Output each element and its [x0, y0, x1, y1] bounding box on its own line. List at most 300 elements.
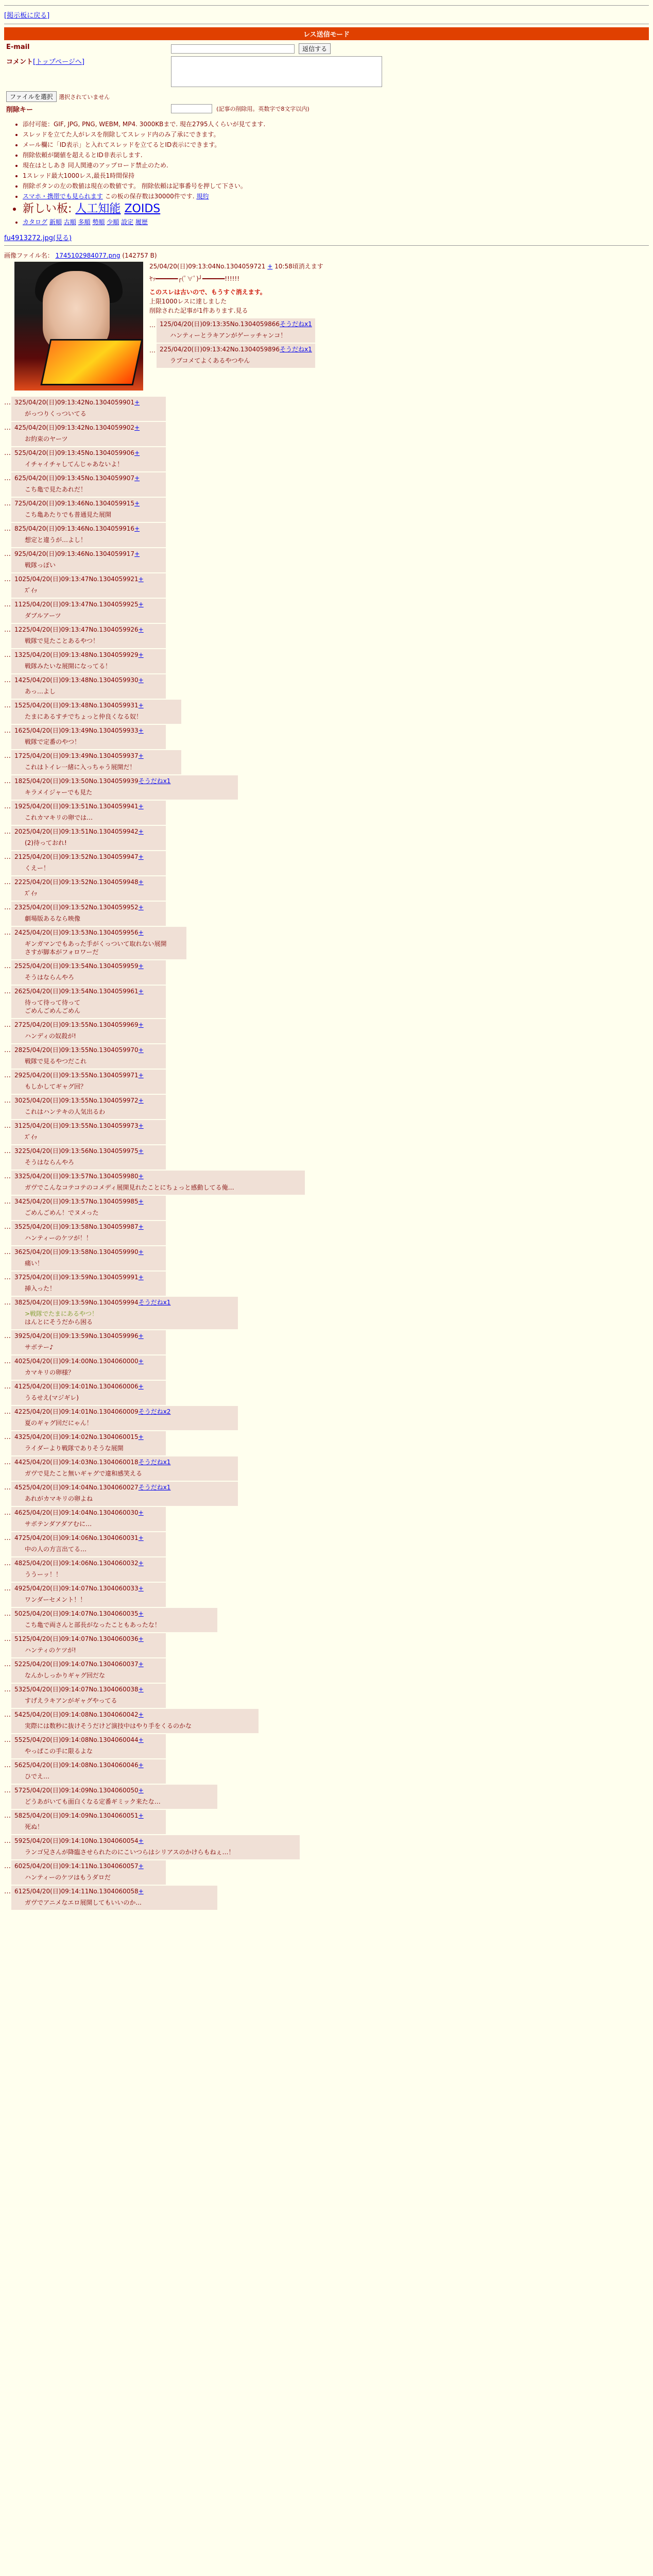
- reply-post: [11, 523, 166, 547]
- reply-row: [4, 498, 649, 522]
- reply-header: [14, 827, 163, 836]
- sod-button[interactable]: +: [134, 474, 140, 482]
- reply-row: [4, 1507, 649, 1531]
- reply-header: [14, 600, 163, 608]
- op-expiry-warning: このスレは古いので、もうすぐ消えます。: [149, 289, 266, 296]
- reply-text: 夏のギャグ回だにゃん！: [25, 1419, 93, 1427]
- sod-button[interactable]: +: [138, 1072, 144, 1079]
- reply-header: [14, 878, 163, 886]
- sod-button[interactable]: +: [138, 1888, 144, 1895]
- reply-post: [11, 624, 166, 648]
- reply-row: [4, 1120, 649, 1144]
- reply-text: すげえラキアンがギャグやってる: [25, 1697, 117, 1704]
- reply-text: ｽﾞｲｯ: [25, 587, 38, 594]
- sod-button[interactable]: +: [138, 1837, 144, 1844]
- sod-button[interactable]: +: [138, 1383, 144, 1390]
- op-deleted-notice: 削除された記事が1件あります.見る: [149, 307, 248, 314]
- sod-button[interactable]: +: [138, 1198, 144, 1205]
- reply-meta: 4925/04/20(日)09:14:07No.1304060033: [14, 1585, 139, 1592]
- new-boards-prefix: 新しい板:: [23, 202, 72, 215]
- reply-dots: …: [4, 676, 11, 684]
- reply-text: そうはならんやろ: [25, 1159, 75, 1166]
- file-label: [4, 90, 169, 103]
- reply-dots: …: [4, 988, 11, 995]
- reply-header: [14, 726, 163, 735]
- choose-file-button[interactable]: ファイルを選択: [6, 91, 57, 102]
- reply-dots: …: [4, 550, 11, 558]
- reply-row: [149, 318, 649, 343]
- sod-button[interactable]: そうだねx1: [138, 1484, 171, 1491]
- reply-post: [11, 1633, 166, 1657]
- sod-button[interactable]: そうだねx1: [280, 346, 312, 353]
- reply-text: がっつりくっついてる: [25, 410, 87, 417]
- sod-button[interactable]: +: [134, 449, 140, 456]
- reply-text: これカマキリの卵では…: [25, 814, 93, 821]
- top-rule: [4, 5, 649, 6]
- sod-button[interactable]: +: [138, 575, 144, 583]
- sod-button[interactable]: +: [138, 988, 144, 995]
- reply-header: [14, 1458, 235, 1466]
- reply-text: ガヴでアニメなエロ展開してもいいのか...: [25, 1899, 142, 1906]
- reply-dots: …: [4, 803, 11, 810]
- reply-header: [14, 398, 163, 406]
- sod-button[interactable]: +: [138, 1046, 144, 1054]
- sod-button[interactable]: +: [138, 651, 144, 658]
- sod-button[interactable]: +: [138, 803, 144, 810]
- reply-dots: …: [4, 1610, 11, 1618]
- sod-button[interactable]: +: [138, 904, 144, 911]
- reply-dots: …: [4, 1585, 11, 1592]
- sod-button[interactable]: そうだねx1: [138, 1459, 171, 1466]
- reply-post: [11, 1095, 166, 1119]
- reply-text: 中の人の方言出てる…: [25, 1546, 87, 1553]
- reply-meta: 2025/04/20(日)09:13:51No.1304059942: [14, 828, 139, 835]
- reply-text: やっぱこの手に限るよな: [25, 1748, 93, 1755]
- reply-row: [4, 1810, 649, 1834]
- sod-button[interactable]: +: [138, 1122, 144, 1129]
- reply-post: [11, 1297, 238, 1329]
- reply-header: [14, 1273, 163, 1281]
- sod-button[interactable]: +: [138, 1433, 144, 1440]
- sod-button[interactable]: +: [138, 1711, 144, 1718]
- reply-dots: …: [4, 1686, 11, 1693]
- reply-header: [14, 903, 163, 911]
- reply-dots: …: [4, 449, 11, 457]
- reply-header: [14, 651, 163, 659]
- thread-image-link-line: [4, 232, 649, 242]
- reply-text: 実際には数秒に抜けそうだけど演技中はやり手をくるのかな: [25, 1722, 192, 1730]
- reply-text: 戦隊みたいな展開になってる！: [25, 663, 112, 670]
- rule-item: • 添付可能：GIF, JPG, PNG, WEBM, MP4. 3000KBまで. 現在2795人くらいが見てます.: [23, 119, 649, 129]
- sod-button[interactable]: +: [138, 1560, 144, 1567]
- sod-button[interactable]: +: [138, 853, 144, 860]
- sod-button[interactable]: +: [138, 752, 144, 759]
- reply-list: [4, 397, 649, 1910]
- reply-header: [14, 423, 163, 432]
- sod-button[interactable]: +: [138, 1585, 144, 1592]
- reply-header: [14, 1685, 163, 1693]
- reply-text: 戦隊で見たことあるやつ！: [25, 637, 99, 645]
- reply-post: [11, 750, 181, 774]
- reply-meta: 825/04/20(日)09:13:46No.1304059916: [14, 525, 135, 532]
- reply-text: ひでえ…: [25, 1773, 50, 1780]
- rule-item: • 削除ボタンの左の数値は現在の数値です。 削除依頼は記事番号を押して下さい。: [23, 181, 649, 191]
- reply-row: [4, 902, 649, 926]
- op-expiry-text: 10:58頃消えます: [272, 263, 323, 270]
- reply-text: ガヴで見たこと無いギャグで違和感笑える: [25, 1470, 143, 1477]
- reply-text: 戦隊で定番のやつ！: [25, 738, 81, 745]
- send-reply-button[interactable]: 返信する: [299, 43, 331, 54]
- reply-text: 待って待って待って ごめんごめんごめん: [25, 999, 81, 1014]
- sod-button[interactable]: +: [138, 1534, 144, 1541]
- sort-few-link[interactable]: 少順: [107, 218, 119, 226]
- settings-link[interactable]: 設定: [121, 218, 134, 226]
- reply-dots: …: [4, 424, 11, 432]
- reply-text: なんかしっかりギャグ回だな: [25, 1672, 106, 1679]
- reply-row: [4, 1406, 649, 1430]
- reply-header: [14, 550, 163, 558]
- reply-meta: 5625/04/20(日)09:14:08No.1304060046: [14, 1761, 139, 1769]
- reply-text: どうあがいても面白くなる定番ギミック来たな…: [25, 1798, 161, 1805]
- op-thumbnail-image[interactable]: [14, 262, 143, 391]
- sod-button[interactable]: +: [134, 399, 140, 406]
- sod-button[interactable]: +: [134, 424, 140, 431]
- reply-post: [11, 1608, 217, 1632]
- rule-item: [23, 191, 649, 201]
- reply-text: 挿入った！: [25, 1285, 56, 1292]
- reply-row: [4, 1070, 649, 1094]
- sod-button[interactable]: +: [138, 1635, 144, 1642]
- sod-button[interactable]: +: [138, 1862, 144, 1870]
- reply-dots: …: [4, 525, 11, 533]
- reply-dots: …: [4, 1534, 11, 1542]
- sod-button[interactable]: +: [138, 1248, 144, 1256]
- delete-key-hint: (記事の削除用。英数字で8文字以内): [216, 106, 310, 112]
- reply-dots: …: [4, 1147, 11, 1155]
- reply-meta: 4125/04/20(日)09:14:01No.1304060006: [14, 1383, 139, 1390]
- board-rules-list: [23, 119, 649, 227]
- reply-row: [4, 1019, 649, 1043]
- reply-dots: …: [4, 1198, 11, 1206]
- reply-row: [4, 472, 649, 497]
- op-sod-button[interactable]: +: [267, 263, 273, 270]
- sod-button[interactable]: +: [138, 1021, 144, 1028]
- reply-header: [14, 1635, 163, 1643]
- sod-button[interactable]: +: [138, 1686, 144, 1693]
- sod-button[interactable]: +: [138, 1610, 144, 1617]
- sod-button[interactable]: +: [138, 1223, 144, 1230]
- reply-post: [11, 397, 166, 421]
- reply-text: イチャイチャしてんじゃあないよ！: [25, 461, 124, 468]
- reply-header: [160, 320, 312, 328]
- reply-header: [14, 1786, 214, 1794]
- reply-header: [14, 676, 163, 684]
- sod-button[interactable]: +: [138, 1147, 144, 1155]
- reply-post: [11, 1507, 166, 1531]
- reply-text: ダブルアーツ: [25, 612, 61, 619]
- sod-button[interactable]: +: [138, 962, 144, 970]
- reply-post: [11, 447, 166, 471]
- reply-meta: 625/04/20(日)09:13:45No.1304059907: [14, 474, 135, 482]
- reply-header: [14, 1584, 163, 1592]
- reply-header: [14, 474, 163, 482]
- reply-header: [14, 1483, 235, 1492]
- reply-header: [14, 1811, 163, 1820]
- reply-row: [4, 1297, 649, 1329]
- sod-button[interactable]: +: [138, 676, 144, 684]
- reply-dots: …: [4, 1560, 11, 1567]
- reply-row: [4, 1196, 649, 1220]
- reply-dots: …: [4, 601, 11, 608]
- reply-text: ハンティーのケツが！！: [25, 1234, 92, 1242]
- reply-meta: 3425/04/20(日)09:13:57No.1304059985: [14, 1198, 139, 1205]
- reply-post: [11, 1044, 166, 1069]
- sod-button[interactable]: +: [138, 1509, 144, 1516]
- reply-text: あっ…よし: [25, 688, 56, 695]
- reply-row: [4, 1532, 649, 1556]
- reply-row: [4, 1886, 649, 1910]
- sod-button[interactable]: +: [138, 1332, 144, 1340]
- reply-row: [4, 422, 649, 446]
- terms-link[interactable]: 規約: [196, 193, 209, 200]
- reply-row: [4, 1044, 649, 1069]
- reply-text: うるせえ(マジギレ): [25, 1394, 79, 1401]
- reply-header: [14, 1122, 163, 1130]
- sod-button[interactable]: +: [138, 929, 144, 936]
- reply-post: [11, 472, 166, 497]
- reply-dots: …: [4, 1509, 11, 1517]
- reply-meta: 3825/04/20(日)09:13:59No.1304059994: [14, 1299, 139, 1306]
- op-post: [4, 251, 649, 396]
- reply-dots: …: [4, 1837, 11, 1845]
- new-board-link-ai[interactable]: 人工知能: [75, 202, 121, 215]
- reply-header: [14, 987, 163, 995]
- reply-row: [4, 1145, 649, 1170]
- reply-header: [14, 1357, 163, 1365]
- back-to-board-link[interactable]: [掲示板に戻る]: [4, 12, 50, 20]
- op-limit-notice: 上限1000レスに達しました: [149, 298, 227, 305]
- reply-post: [11, 876, 166, 901]
- reply-header: [14, 1046, 163, 1054]
- reply-text: こち亀で両さんと部長がなったこともあったな！: [25, 1621, 161, 1629]
- reply-post: [11, 498, 166, 522]
- reply-dots: …: [149, 347, 156, 354]
- reply-header: [160, 345, 312, 353]
- reply-row: [4, 1482, 649, 1506]
- reply-post: [11, 986, 166, 1018]
- op-file-size: (142757 B): [122, 252, 157, 259]
- reply-dots: …: [4, 853, 11, 861]
- reply-text: 死ぬ！: [25, 1823, 44, 1831]
- sod-button[interactable]: +: [138, 727, 144, 734]
- catalog-link[interactable]: カタログ: [23, 218, 48, 226]
- sod-button[interactable]: +: [138, 1173, 144, 1180]
- op-file-link[interactable]: 1745102984077.png: [55, 252, 121, 259]
- sod-button[interactable]: そうだねx1: [280, 320, 312, 328]
- reply-post: [11, 1759, 166, 1784]
- reply-post: [157, 344, 315, 368]
- reply-meta: 2525/04/20(日)09:13:54No.1304059959: [14, 962, 139, 970]
- reply-row: [4, 1431, 649, 1455]
- sod-button[interactable]: +: [138, 1358, 144, 1365]
- reply-text: ハンティのケツが!: [25, 1647, 76, 1654]
- reply-header: [14, 1660, 163, 1668]
- reply-row: [4, 624, 649, 648]
- reply-meta: 125/04/20(日)09:13:35No.1304059866: [160, 320, 280, 328]
- reply-row: [4, 649, 649, 673]
- upload-link[interactable]: [トップページへ]: [33, 58, 84, 66]
- rule-item: • スレッドを立てた人がレスを削除してスレッド内のみ了承にできます。: [23, 129, 649, 140]
- reply-post: [11, 599, 166, 623]
- reply-dots: …: [4, 1248, 11, 1256]
- reply-row: [4, 1608, 649, 1632]
- reply-post: [11, 1532, 166, 1556]
- reply-post: [11, 1406, 238, 1430]
- reply-meta: 3025/04/20(日)09:13:55No.1304059972: [14, 1097, 139, 1104]
- reply-meta: 4825/04/20(日)09:14:06No.1304060032: [14, 1560, 139, 1567]
- comment-textarea[interactable]: [171, 56, 382, 87]
- reply-dots: …: [4, 1223, 11, 1231]
- reply-dots: …: [4, 626, 11, 634]
- reply-mode-bar: レス送信モード: [4, 27, 649, 40]
- sod-button[interactable]: そうだねx1: [138, 777, 171, 785]
- reply-post: [11, 1145, 166, 1170]
- reply-dots: …: [4, 1787, 11, 1794]
- reply-text: (2)待っておれ!: [25, 839, 67, 846]
- reply-meta: 4525/04/20(日)09:14:04No.1304060027: [14, 1484, 139, 1491]
- reply-header: [14, 1332, 163, 1340]
- rule-item: • 現在はとしあき 同人関連のアップロード禁止のため.: [23, 160, 649, 171]
- reply-text: これはトイレ一緒に入っちゃう展開だ！: [25, 764, 136, 771]
- reply-dots: …: [4, 1736, 11, 1744]
- reply-post: [11, 573, 166, 598]
- reply-post: [11, 1860, 166, 1885]
- sod-button[interactable]: +: [138, 626, 144, 633]
- reply-header: [14, 752, 178, 760]
- sod-button[interactable]: +: [138, 1097, 144, 1104]
- reply-meta: 1425/04/20(日)09:13:48No.1304059930: [14, 676, 139, 684]
- sort-new-link[interactable]: 新順: [49, 218, 62, 226]
- reply-dots: …: [4, 1635, 11, 1643]
- reply-meta: 1325/04/20(日)09:13:48No.1304059929: [14, 651, 139, 658]
- reply-text: >戦隊でたまにあるやつ！ はんとにそうだから困る: [25, 1310, 98, 1326]
- thread-image-link[interactable]: fu4913272.jpg(見る): [4, 234, 72, 242]
- sod-button[interactable]: +: [138, 702, 144, 709]
- sod-button[interactable]: +: [134, 550, 140, 557]
- reply-post: [11, 775, 238, 800]
- sod-button[interactable]: +: [138, 1736, 144, 1743]
- reply-header: [14, 1736, 163, 1744]
- sod-button[interactable]: +: [138, 1812, 144, 1819]
- reply-post: [11, 1734, 166, 1758]
- reply-header: [14, 1096, 163, 1105]
- reply-header: [14, 1197, 163, 1206]
- sod-button[interactable]: +: [138, 878, 144, 886]
- new-board-link-zoids[interactable]: ZOIDS: [124, 202, 161, 215]
- reply-post: [11, 649, 166, 673]
- reply-header: [14, 1710, 255, 1719]
- reply-text: 劇場版あるなら映像: [25, 915, 81, 922]
- reply-row: [4, 1734, 649, 1758]
- reply-text: ううーッ！！: [25, 1571, 62, 1578]
- reply-post: [11, 1196, 166, 1220]
- reply-header: [14, 1071, 163, 1079]
- reply-meta: 2225/04/20(日)09:13:52No.1304059948: [14, 878, 139, 886]
- reply-header: [14, 1559, 163, 1567]
- email-field[interactable]: [171, 44, 295, 54]
- reply-header: [14, 1298, 235, 1307]
- sod-button[interactable]: +: [138, 828, 144, 835]
- reply-header: [14, 449, 163, 457]
- email-label: E-mail: [6, 43, 30, 51]
- reply-text: ハンティーとラキアンがゲーッチャンコ！: [170, 332, 287, 339]
- reply-text: あれがカマキリの卵よね: [25, 1495, 93, 1502]
- mobile-link[interactable]: スマホ・携帯でも見られます: [23, 193, 103, 200]
- reply-row: [4, 1355, 649, 1380]
- reply-meta: 2125/04/20(日)09:13:52No.1304059947: [14, 853, 139, 860]
- sod-button[interactable]: +: [138, 1274, 144, 1281]
- reply-meta: 3225/04/20(日)09:13:56No.1304059975: [14, 1147, 139, 1155]
- reply-text: サボテー♪: [25, 1344, 54, 1351]
- reply-row: [4, 725, 649, 749]
- delete-key-label: 削除キー: [6, 106, 33, 114]
- sort-many-link[interactable]: 多順: [78, 218, 91, 226]
- catalog-links: [23, 217, 649, 227]
- reply-dots: …: [4, 752, 11, 760]
- sort-old-link[interactable]: 古順: [63, 218, 76, 226]
- sod-button[interactable]: そうだねx1: [138, 1299, 171, 1306]
- sod-button[interactable]: そうだねx2: [138, 1408, 171, 1415]
- reply-row: [4, 750, 649, 774]
- sod-button[interactable]: +: [134, 500, 140, 507]
- reply-dots: …: [4, 500, 11, 507]
- reply-meta: 1525/04/20(日)09:13:48No.1304059931: [14, 702, 139, 709]
- reply-header: [14, 575, 163, 583]
- reply-text: 戦隊っぽい: [25, 562, 56, 569]
- sort-momentum-link[interactable]: 勢順: [92, 218, 105, 226]
- reply-row: [4, 1860, 649, 1885]
- reply-header: [14, 1223, 163, 1231]
- sod-button[interactable]: +: [138, 1660, 144, 1668]
- reply-meta: 4325/04/20(日)09:14:02No.1304060015: [14, 1433, 139, 1440]
- reply-header: [14, 524, 163, 533]
- reply-post: [11, 422, 166, 446]
- sod-button[interactable]: +: [138, 601, 144, 608]
- reply-dots: …: [4, 1173, 11, 1180]
- history-link[interactable]: 履歴: [135, 218, 148, 226]
- reply-text: 戦隊で見るやつだこれ: [25, 1058, 87, 1065]
- op-file-line: [4, 251, 649, 260]
- reply-dots: …: [4, 878, 11, 886]
- reply-meta: 2325/04/20(日)09:13:52No.1304059952: [14, 904, 139, 911]
- sod-button[interactable]: +: [134, 525, 140, 532]
- sod-button[interactable]: +: [138, 1787, 144, 1794]
- reply-post: [11, 1381, 166, 1405]
- reply-dots: …: [4, 828, 11, 836]
- sod-button[interactable]: +: [138, 1761, 144, 1769]
- reply-dots: …: [4, 1484, 11, 1492]
- reply-meta: 1625/04/20(日)09:13:49No.1304059933: [14, 727, 139, 734]
- reply-post: [11, 902, 166, 926]
- comment-label: コメント[トップページへ]: [6, 58, 84, 66]
- rule-item: • 1スレッド最大1000レス,最長1時間保持: [23, 171, 649, 181]
- reply-header: [14, 1862, 163, 1870]
- reply-meta: 6025/04/20(日)09:14:11No.1304060057: [14, 1862, 139, 1870]
- reply-dots: …: [4, 962, 11, 970]
- delete-key-field[interactable]: [171, 104, 212, 113]
- reply-meta: 2725/04/20(日)09:13:55No.1304059969: [14, 1021, 139, 1028]
- reply-row: [4, 523, 649, 547]
